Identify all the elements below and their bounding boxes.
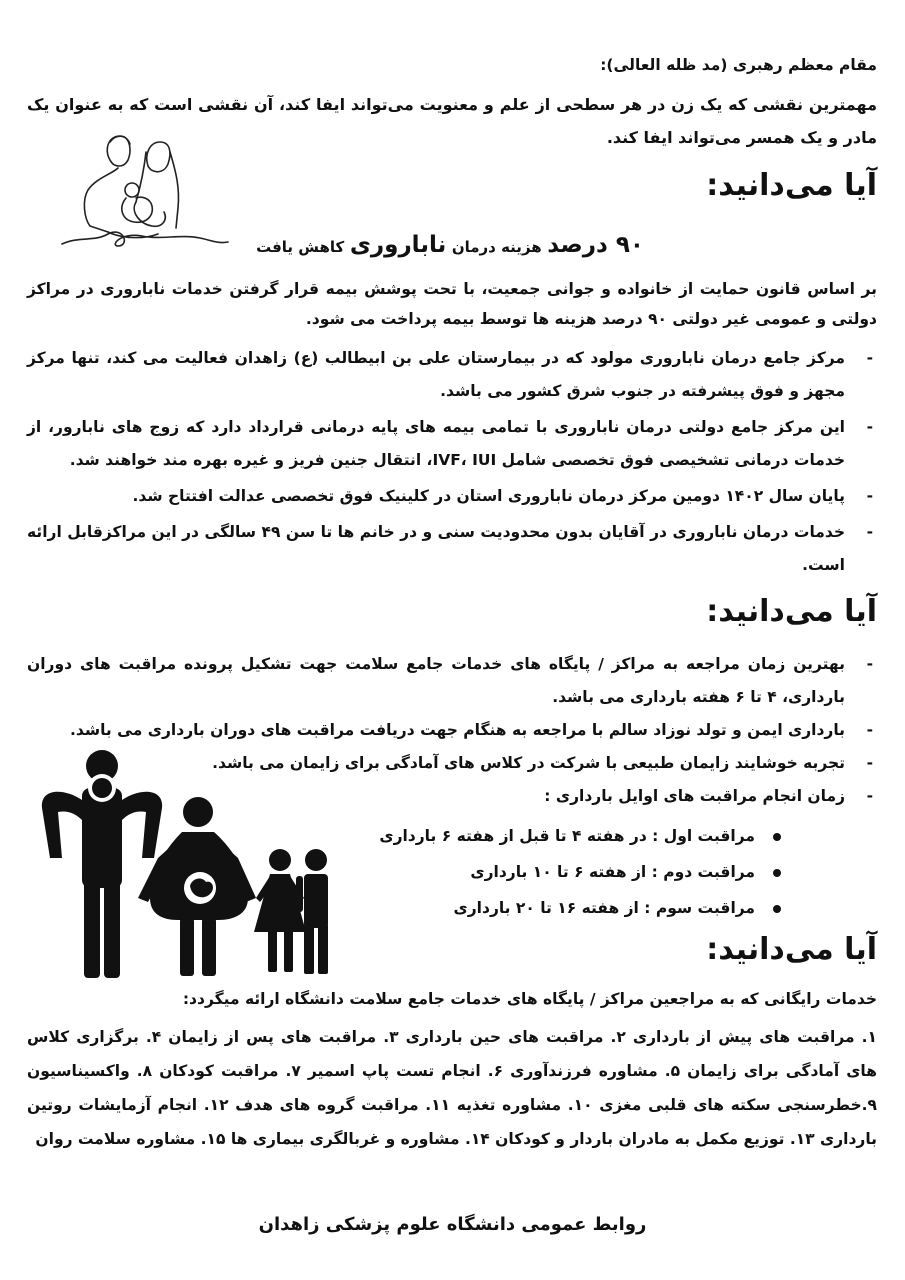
list-item-text: بهترین زمان مراجعه به مراکز / پایگاه های خدمات جامع سلامت جهت تشکیل پرونده مراقبت های دوران بارداری، ۴ تا ۶ هفته بارداری می باشد. <box>27 655 845 706</box>
subtitle-percent: ۹۰ درصد <box>547 232 644 258</box>
list-item-text: مراقبت دوم : از هفته ۶ تا ۱۰ بارداری <box>470 863 755 881</box>
section1-heading: آیا می‌دانید: <box>706 168 877 203</box>
list-item <box>27 516 877 582</box>
list-item <box>27 648 877 714</box>
bullet-icon <box>773 869 781 877</box>
section1-subtitle <box>250 232 650 258</box>
list-item-text: تجربه خوشایند زایمان طبیعی با شرکت در کلاس های آمادگی برای زایمان می باشد. <box>212 754 845 772</box>
section1-list <box>27 342 877 582</box>
services-intro: خدمات رایگانی که به مراجعین مراکز / پایگاه های خدمات جامع سلامت دانشگاه ارائه میگردد: <box>182 990 877 1008</box>
list-item <box>295 890 795 926</box>
section3-heading: آیا می‌دانید: <box>706 932 877 967</box>
list-item <box>27 411 877 477</box>
services-list: ۱. مراقبت های پیش از بارداری ۲. مراقبت های حین بارداری ۳. مراقبت های پس از زایمان ۴. برگزاری کلاس های آمادگی برای زایمان ۵. مشاوره فرزندآوری ۶. انجام تست پاپ اسمیر ۷. مراقبت کودکان ۸. واکسیناسیون ۹.خطرسنجی سکته های قلبی مغزی ۱۰. مشاوره تغذیه ۱۱. مراقبت گروه های هدف ۱۲. انجام آزمایشات روتین بارداری ۱۳. توزیع مکمل به مادران باردار و کودکان ۱۴. مشاوره و غربالگری بیماری ها ۱۵. مشاوره سلامت روان <box>27 1028 878 1148</box>
bullet-icon <box>773 833 781 841</box>
dash-marker: - <box>866 349 873 367</box>
dash-marker: - <box>866 655 873 673</box>
list-item-text: بارداری ایمن و تولد نوزاد سالم با مراجعه به هنگام جهت دریافت مراقبت های دوران بارداری می باشد. <box>70 721 845 739</box>
list-item-text: خدمات درمان ناباروری در آقایان بدون محدودیت سنی و در خانم ها تا سن ۴۹ سالگی در این مراکزقابل ارائه است. <box>27 523 845 574</box>
family-line-drawing <box>60 128 230 250</box>
list-item <box>27 714 877 747</box>
quote-text: مهمترین نقشی که یک زن در هر سطحی از علم و معنویت می‌تواند ایفا کند، آن نقشی است که به عنوان یک مادر و یک همسر می‌تواند ایفا کند. <box>27 95 877 147</box>
bullet-icon <box>773 905 781 913</box>
family-silhouette-icon <box>34 748 334 980</box>
quote-source: مقام معظم رهبری (مد ظله العالی): <box>600 56 877 74</box>
footer-publisher: روابط عمومی دانشگاه علوم پزشکی زاهدان <box>258 1214 647 1235</box>
dash-marker: - <box>866 487 873 505</box>
subtitle-infertility: ناباروری <box>349 232 447 258</box>
subtitle-reduced: کاهش یافت <box>256 238 345 256</box>
list-item <box>27 342 877 408</box>
dash-marker: - <box>866 754 873 772</box>
section2-heading: آیا می‌دانید: <box>706 594 877 629</box>
list-item-text: مراقبت سوم : از هفته ۱۶ تا ۲۰ بارداری <box>453 899 755 917</box>
dash-marker: - <box>866 523 873 541</box>
list-item-text: پایان سال ۱۴۰۲ دومین مرکز درمان ناباروری استان در کلینیک فوق تخصصی عدالت افتتاح شد. <box>132 487 845 505</box>
dash-marker: - <box>866 418 873 436</box>
list-item-text: مرکز جامع درمان ناباروری مولود که در بیمارستان علی بن ابیطالب (ع) زاهدان فعالیت می کند، تنها مرکز مجهز و فوق پیشرفته در جنوب شرق کشور می باشد. <box>27 349 845 400</box>
list-item <box>27 480 877 513</box>
list-item <box>295 854 795 890</box>
list-item <box>295 818 795 854</box>
subtitle-cost: هزینه درمان <box>451 238 542 256</box>
list-item-text: زمان انجام مراقبت های اوایل بارداری : <box>544 787 845 805</box>
care-visits-list <box>295 818 795 926</box>
list-item-text: این مرکز جامع دولتی درمان ناباروری با تمامی بیمه های پایه درمانی قرارداد دارد که زوج های نابارور، از خدمات درمانی تشخیصی فوق تخصصی شامل IVF، IUI، انتقال جنین فریز و غیره بهره مند خواهند شد. <box>27 418 845 469</box>
dash-marker: - <box>866 787 873 805</box>
list-item-text: مراقبت اول : در هفته ۴ تا قبل از هفته ۶ بارداری <box>379 827 755 845</box>
dash-marker: - <box>866 721 873 739</box>
section1-intro: بر اساس قانون حمایت از خانواده و جوانی جمعیت، با تحت پوشش بیمه قرار گرفتن خدمات ناباروری در مراکز دولتی و عمومی غیر دولتی ۹۰ درصد هزینه ها توسط بیمه پرداخت می شود. <box>27 280 877 328</box>
